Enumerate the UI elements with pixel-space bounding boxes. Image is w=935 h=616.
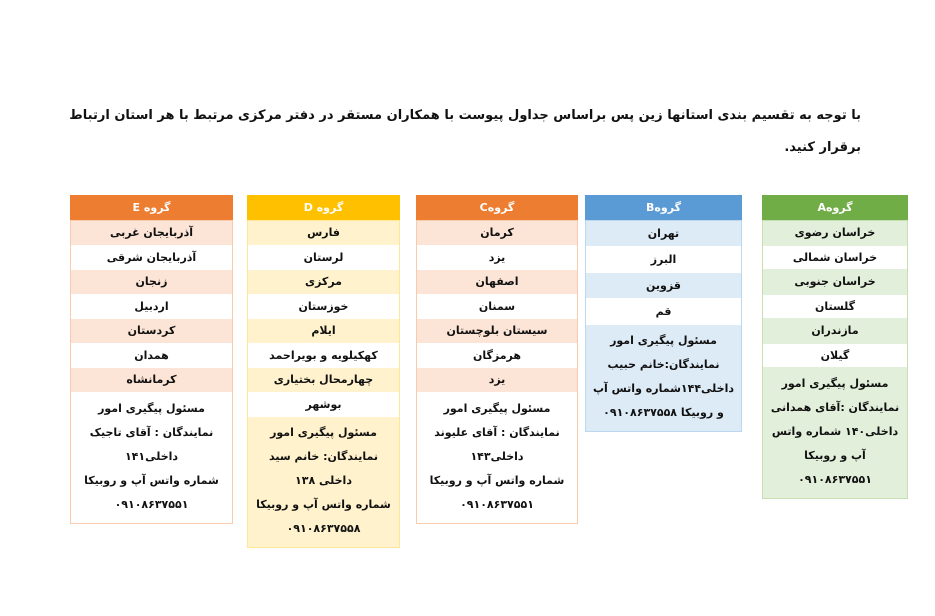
province-row: کهکیلویه و بویراحمد xyxy=(248,344,399,369)
province-row: البرز xyxy=(586,247,741,273)
note-line: ۰۹۱۰۸۶۳۷۵۵۸ xyxy=(286,522,361,535)
note-line: مسئول پیگیری امور xyxy=(270,426,377,439)
province-row: گیلان xyxy=(763,344,907,369)
note-line: نمایندگان :آقای همدانی xyxy=(770,401,900,414)
province-row: سیستان بلوچستان xyxy=(417,319,577,344)
group-d-table xyxy=(247,195,400,548)
province-row: فارس xyxy=(248,221,399,246)
group-d-contact-note xyxy=(248,417,399,547)
province-row: تهران xyxy=(586,221,741,247)
group-e-body xyxy=(70,220,233,524)
group-e-contact-note xyxy=(71,393,232,523)
province-row: بوشهر xyxy=(248,393,399,418)
group-a-header: گروهA xyxy=(762,195,908,220)
note-line: شماره واتس آپ و روبیکا xyxy=(84,473,219,487)
note-line: داخلی۱۴۴شماره واتس آپ xyxy=(592,382,735,395)
group-b-header: گروهB xyxy=(585,195,742,220)
province-row: هرمزگان xyxy=(417,344,577,369)
note-line: نمایندگان:خانم حبیب xyxy=(607,358,720,371)
province-row: آذربایجان شرقی xyxy=(71,246,232,271)
intro-text xyxy=(56,100,861,164)
group-a-contact-note xyxy=(763,368,907,498)
intro-line-1: با توجه به تقسیم بندی استانها زین پس براساس جداول پیوست با همکاران مستقر در دفتر مرکزی مرتبط با هر استان ارتباط xyxy=(69,108,861,123)
intro-line-2: برقرار کنید. xyxy=(784,140,861,155)
province-row: ایلام xyxy=(248,319,399,344)
note-line: مسئول پیگیری امور xyxy=(443,401,551,415)
province-row: خراسان جنوبی xyxy=(763,270,907,295)
group-a-table xyxy=(762,195,908,499)
note-line: داخلی ۱۳۸ xyxy=(295,474,352,487)
province-row: کرمانشاه xyxy=(71,368,232,393)
province-row: همدان xyxy=(71,344,232,369)
province-row: کردستان xyxy=(71,319,232,344)
note-line: ۰۹۱۰۸۶۳۷۵۵۱ xyxy=(460,497,534,511)
note-line: نمایندگان: خانم سید xyxy=(268,450,379,463)
province-row: قزوین xyxy=(586,273,741,299)
note-line: و روبیکا ۰۹۱۰۸۶۳۷۵۵۸ xyxy=(603,406,724,419)
province-row: خراسان شمالی xyxy=(763,246,907,271)
group-c-body xyxy=(416,220,578,524)
group-c-header: گروهC xyxy=(416,195,578,220)
group-b-body xyxy=(585,220,742,432)
province-row: لرستان xyxy=(248,246,399,271)
note-line: داخلی۱۴۰ شماره واتس xyxy=(771,425,899,438)
province-row: قم xyxy=(586,299,741,325)
note-line: نمایندگان : آقای تاجیک xyxy=(89,425,214,439)
province-row: چهارمحال بختیاری xyxy=(248,368,399,393)
note-line: مسئول پیگیری امور xyxy=(98,401,205,415)
note-line: ۰۹۱۰۸۶۳۷۵۵۱ xyxy=(798,473,872,486)
note-line: شماره واتس آپ و روبیکا xyxy=(256,498,391,511)
province-row: خوزستان xyxy=(248,295,399,320)
note-line: آپ و روبیکا xyxy=(804,449,866,462)
note-line: نمایندگان : آقای علیوند xyxy=(434,425,560,439)
note-line: مسئول پیگیری امور xyxy=(610,334,717,347)
group-e-header: گروه E xyxy=(70,195,233,220)
province-row: مرکزی xyxy=(248,270,399,295)
group-c-contact-note xyxy=(417,393,577,523)
province-row: زنجان xyxy=(71,270,232,295)
province-row: اصفهان xyxy=(417,270,577,295)
group-d-body xyxy=(247,220,400,548)
group-d-header: گروه D xyxy=(247,195,400,220)
note-line: شماره واتس آپ و روبیکا xyxy=(429,473,565,487)
province-row: مازندران xyxy=(763,319,907,344)
group-b-contact-note xyxy=(586,325,741,431)
note-line: داخلی۱۴۱ xyxy=(124,449,179,463)
province-row: یزد xyxy=(417,368,577,393)
group-c-table xyxy=(416,195,578,524)
province-row: آذربایجان غربی xyxy=(71,221,232,246)
note-line: داخلی۱۴۳ xyxy=(470,449,524,463)
province-row: گلستان xyxy=(763,295,907,320)
province-row: سمنان xyxy=(417,295,577,320)
group-b-table xyxy=(585,195,742,432)
province-row: اردبیل xyxy=(71,295,232,320)
province-row: یزد xyxy=(417,246,577,271)
note-line: ۰۹۱۰۸۶۳۷۵۵۱ xyxy=(114,497,189,511)
group-e-table xyxy=(70,195,233,524)
note-line: مسئول پیگیری امور xyxy=(781,377,889,390)
province-row: کرمان xyxy=(417,221,577,246)
group-a-body xyxy=(762,220,908,499)
province-row: خراسان رضوی xyxy=(763,221,907,246)
